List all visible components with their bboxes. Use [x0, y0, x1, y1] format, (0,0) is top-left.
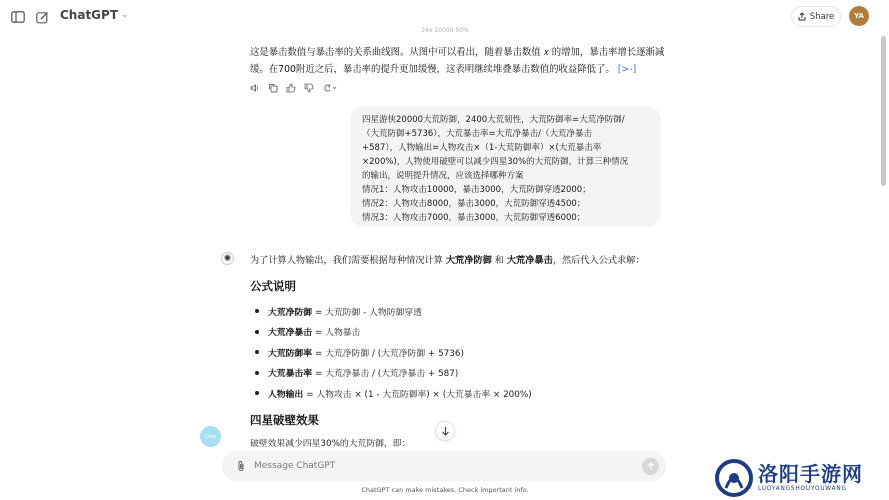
answer-intro-term: 大荒净防御	[445, 255, 492, 266]
message-actions	[250, 83, 338, 93]
formula-expr: = 人物攻击 × (1 - 大荒防御率) × (大荒暴击率 × 200%)	[306, 389, 532, 400]
formula-item	[255, 322, 532, 343]
answer-intro-mid: 和	[491, 255, 507, 266]
break-description: 破壁效果减少四星30%的大荒防御，即：	[250, 439, 411, 449]
bullet-icon	[255, 371, 259, 375]
previous-reply-text	[250, 44, 670, 78]
sidebar-toggle-icon[interactable]	[9, 8, 27, 26]
model-selector[interactable]	[60, 8, 129, 22]
new-chat-icon[interactable]	[33, 8, 51, 26]
formula-item	[255, 301, 532, 322]
arrow-down-icon	[441, 426, 450, 436]
formula-item	[255, 342, 532, 363]
thumbs-up-icon[interactable]	[286, 83, 296, 93]
answer-intro	[250, 252, 645, 266]
user-message-line: 情况2：人物攻击8000，暴击3000，大荒防御穿透4500；	[362, 199, 586, 209]
formula-expr: = 人物暴击	[315, 328, 361, 339]
formula-term: 大荒暴击率	[268, 369, 312, 380]
watermark-logo-icon	[714, 458, 754, 498]
read-aloud-icon[interactable]	[250, 83, 260, 93]
formula-term: 大荒防御率	[268, 348, 312, 359]
share-button[interactable]	[791, 6, 841, 27]
formula-heading: 公式说明	[250, 279, 296, 293]
user-message-line: （大荒防御+5736），大荒暴击率=大荒净暴击/（大荒净暴击	[362, 129, 592, 139]
attach-icon[interactable]	[235, 460, 247, 472]
user-message-line: ×200%)，人物使用破壁可以减少四星30%的大荒防御，计算三种情况	[362, 157, 629, 167]
chatgpt-logo-icon: ✺	[221, 252, 234, 265]
share-label: Share	[809, 11, 835, 22]
formula-expr: = 大荒净暴击 / (大荒净暴击 + 587)	[315, 369, 459, 380]
formula-expr: = 大荒防御 - 人物防御穿透	[315, 307, 422, 318]
user-message-line: 情况3：人物攻击7000，暴击3000，大荒防御穿透6000；	[362, 213, 586, 223]
formula-term: 大荒净暴击	[268, 328, 312, 339]
send-button[interactable]	[642, 458, 659, 475]
scrollbar[interactable]	[881, 36, 886, 186]
user-message-bubble	[350, 106, 661, 227]
disclaimer-text: ChatGPT can make mistakes. Check important info.	[361, 486, 529, 494]
answer-intro-prefix: 为了计算人物输出，我们需要根据每种情况计算	[250, 255, 446, 266]
bullet-icon	[255, 330, 259, 334]
copy-icon[interactable]	[268, 83, 278, 93]
chevron-down-icon: ⌄	[121, 10, 129, 20]
arrow-up-icon	[647, 462, 655, 471]
message-composer	[222, 451, 666, 481]
user-message-line: +587），人物输出=人物攻击×（1-大荒防御率）×(大荒暴击率	[362, 143, 602, 153]
share-icon	[798, 12, 806, 21]
site-watermark	[714, 458, 886, 498]
previous-reply-body: 这是暴击数值与暴击率的关系曲线图。从图中可以看出，随着暴击数值 𝑥 的增加，暴击率增长逐渐减缓。在700附近之后，暴击率的提升更加缓慢，这表明继续堆叠暴击数值的收益降低了。	[250, 47, 665, 75]
floating-assistant-badge[interactable]: Ollie	[200, 426, 221, 447]
app-title: ChatGPT	[60, 8, 119, 22]
formula-item	[255, 363, 532, 384]
formula-list	[255, 301, 532, 404]
scroll-down-button[interactable]	[435, 421, 455, 441]
formula-term: 人物输出	[268, 389, 304, 400]
answer-intro-suffix: ，然后代入公式求解：	[552, 255, 645, 266]
scrolled-text-fragment: 24x 10000 50%	[421, 27, 469, 34]
citation-link[interactable]: [>-]	[617, 64, 637, 75]
bullet-icon	[255, 350, 259, 354]
bullet-icon	[255, 391, 259, 395]
watermark-title: 洛阳手游网	[758, 462, 863, 486]
formula-expr: = 大荒净防御 / (大荒净防御 + 5736)	[315, 348, 464, 359]
watermark-subtitle: LUOYANGSHOUYOUWANG	[758, 486, 847, 492]
break-heading: 四星破壁效果	[250, 413, 319, 427]
bullet-icon	[255, 309, 259, 313]
thumbs-down-icon[interactable]	[304, 83, 314, 93]
user-message-line: 的输出，说明提升情况，应该选择哪种方案	[362, 171, 524, 181]
answer-intro-term: 大荒净暴击	[506, 255, 553, 266]
message-input[interactable]	[254, 458, 624, 474]
formula-term: 大荒净防御	[268, 307, 312, 318]
avatar[interactable]: YA	[849, 6, 869, 26]
user-message-line: 情况1：人物攻击10000，暴击3000，大荒防御穿透2000；	[362, 185, 591, 195]
formula-item	[255, 383, 532, 404]
user-message-line: 四星游侠20000大荒防御，2400大荒韧性，大荒防御率=大荒净防御/	[362, 115, 625, 125]
regenerate-icon[interactable]	[322, 83, 338, 93]
